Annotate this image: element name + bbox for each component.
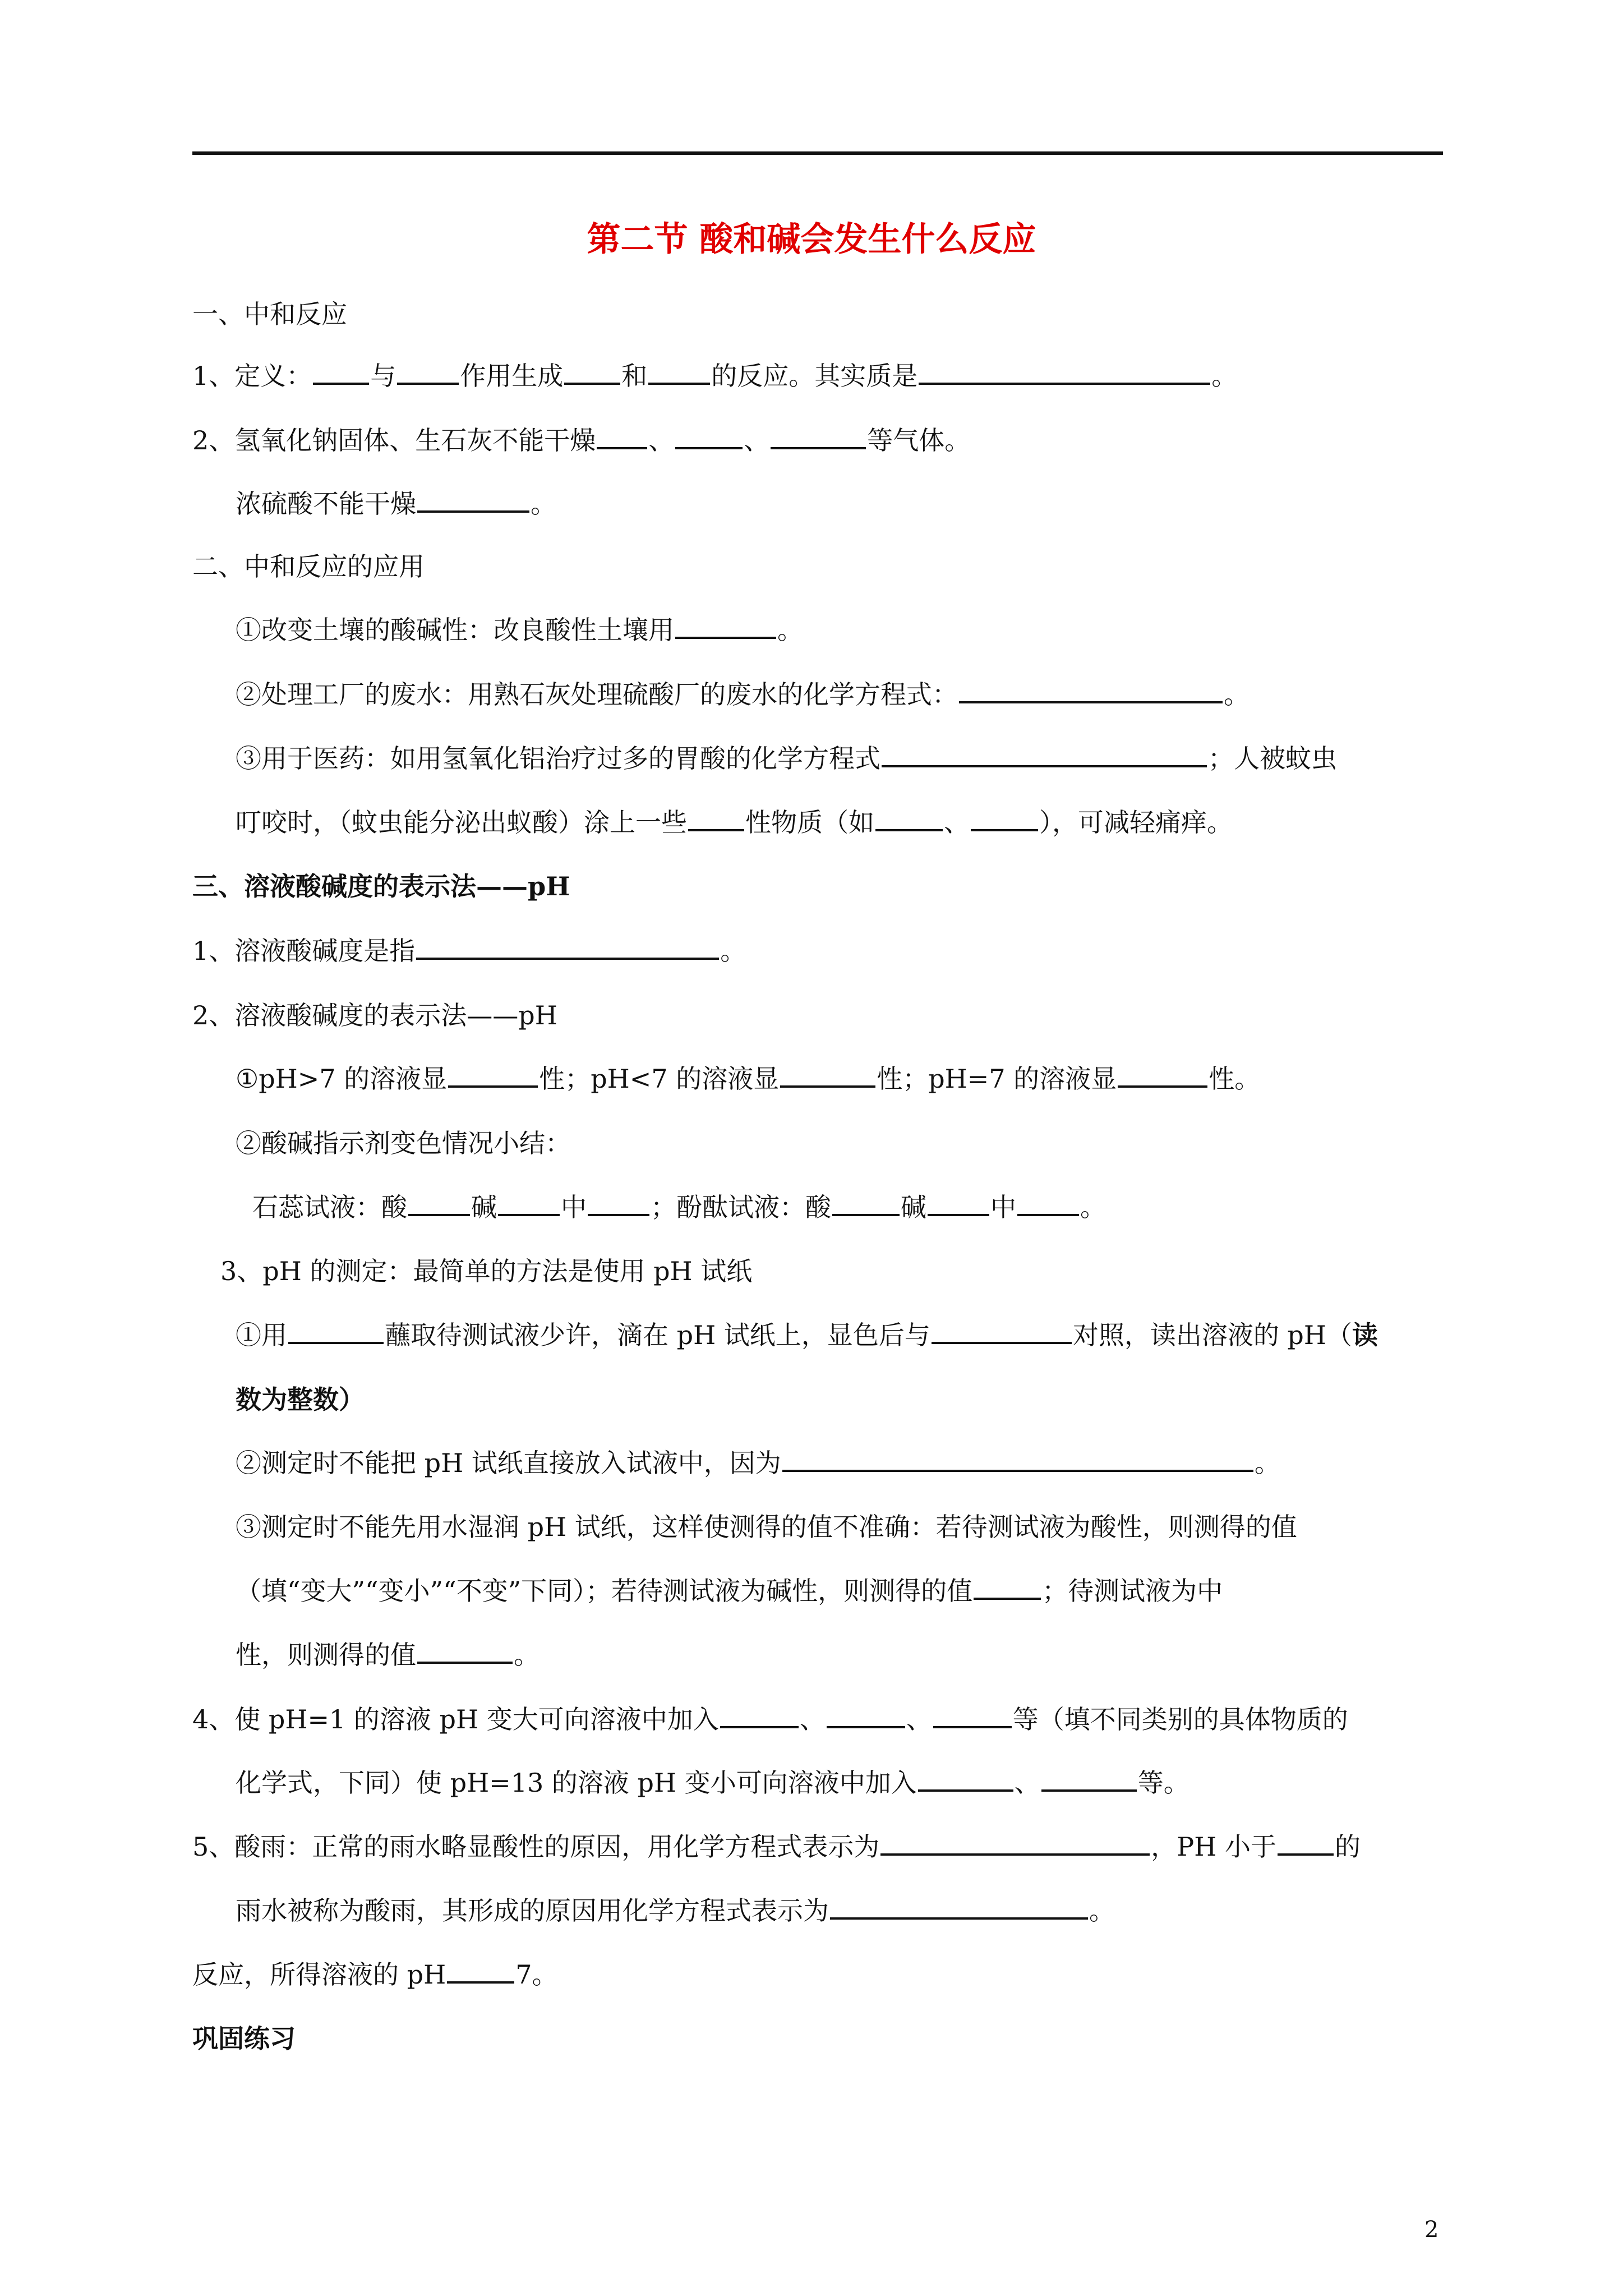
answer-blank[interactable] [918,1766,1013,1792]
question-2-sub: 浓硫酸不能干燥 。 [236,487,556,521]
answer-blank[interactable] [919,359,1210,385]
answer-blank[interactable] [675,424,743,449]
ph-item-2: 2、溶液酸碱度的表示法——pH [192,1000,557,1030]
answer-blank[interactable] [675,613,776,639]
ph-item-2b: ②酸碱指示剂变色情况小结： [236,1128,571,1158]
answer-blank[interactable] [928,1190,989,1216]
ph-item-5: 5、酸雨：正常的雨水略显酸性的原因，用化学方程式表示为 ，PH 小于 的 [192,1830,1361,1864]
answer-blank[interactable] [782,1446,1253,1472]
answer-blank[interactable] [648,359,710,385]
ph-item-1: 1、溶液酸碱度是指 。 [192,934,746,968]
answer-blank[interactable] [597,424,647,449]
answer-blank[interactable] [974,1574,1041,1600]
page-title: 第二节 酸和碱会发生什么反应 [587,220,1036,259]
answer-blank[interactable] [288,1318,384,1344]
indicator-summary: 石蕊试液：酸 碱 中 ；酚酞试液：酸 碱 中 。 [252,1190,1106,1224]
answer-blank[interactable] [771,424,866,449]
section-heading-3: 三、溶液酸碱度的表示法——pH [192,871,570,901]
section-heading-1: 一、中和反应 [192,299,347,329]
application-1: ①改变土壤的酸碱性：改良酸性土壤用 。 [236,613,803,647]
answer-blank[interactable] [1118,1062,1207,1088]
answer-blank[interactable] [688,806,744,831]
answer-blank[interactable] [447,1958,514,1984]
ph-item-3c-cont: （填“变大”“变小”“不变”下同）；若待测试液为碱性，则测得的值 ；待测试液为中 [236,1574,1223,1608]
answer-blank[interactable] [448,1062,538,1088]
answer-blank[interactable] [313,359,369,385]
answer-blank[interactable] [932,1318,1072,1344]
ph-item-2a: ①pH>7 的溶液显 性；pH<7 的溶液显 性；pH=7 的溶液显 性。 [236,1062,1260,1096]
ph-item-5-cont: 雨水被称为酸雨，其形成的原因用化学方程式表示为 。 [236,1894,1115,1927]
ph-item-3: 3、pH 的测定：最简单的方法是使用 pH 试纸 [220,1256,753,1286]
answer-blank[interactable] [880,1830,1150,1856]
ph-item-4: 4、使 pH=1 的溶液 pH 变大可向溶液中加入 、 、 等（填不同类别的具体物质的 [192,1703,1348,1736]
question-2: 2、氢氧化钠固体、生石灰不能干燥 、 、 等气体。 [192,424,970,457]
answer-blank[interactable] [959,678,1223,703]
answer-blank[interactable] [720,1703,799,1728]
answer-blank[interactable] [830,1894,1088,1920]
section-heading-2: 二、中和反应的应用 [192,551,425,582]
ph-item-3c: ③测定时不能先用水湿润 pH 试纸，这样使测得的值不准确：若待测试液为酸性，则测得的值 [236,1512,1297,1542]
answer-blank[interactable] [588,1190,649,1216]
application-2: ②处理工厂的废水：用熟石灰处理硫酸厂的废水的化学方程式： 。 [236,678,1249,711]
page-number: 2 [1424,2217,1439,2243]
application-3-cont: 叮咬时，（蚊虫能分泌出蚁酸）涂上一些 性物质（如 、 ），可减轻痛痒。 [236,806,1233,839]
answer-blank[interactable] [417,1638,513,1664]
ph-item-3a-cont: 数为整数） [236,1384,365,1415]
header-rule [192,151,1443,155]
section-heading-practice: 巩固练习 [192,2023,296,2054]
question-1: 1、定义： 与 作用生成 和 的反应。其实质是 。 [192,359,1237,393]
answer-blank[interactable] [417,487,529,513]
answer-blank[interactable] [416,934,719,960]
answer-blank[interactable] [971,806,1038,831]
answer-blank[interactable] [1041,1766,1137,1792]
answer-blank[interactable] [397,359,459,385]
answer-blank[interactable] [498,1190,560,1216]
ph-item-6: 反应，所得溶液的 pH 7。 [192,1958,557,1991]
answer-blank[interactable] [780,1062,875,1088]
answer-blank[interactable] [882,742,1207,767]
answer-blank[interactable] [832,1190,900,1216]
answer-blank[interactable] [564,359,620,385]
ph-item-3a: ①用 蘸取待测试液少许，滴在 pH 试纸上，显色后与 对照，读出溶液的 pH（读 [236,1318,1378,1352]
answer-blank[interactable] [875,806,943,831]
answer-blank[interactable] [408,1190,470,1216]
answer-blank[interactable] [1278,1830,1334,1856]
ph-item-4-cont: 化学式，下同）使 pH=13 的溶液 pH 变小可向溶液中加入 、 等。 [236,1766,1189,1800]
answer-blank[interactable] [1017,1190,1079,1216]
application-3: ③用于医药：如用氢氧化铝治疗过多的胃酸的化学方程式 ；人被蚊虫 [236,742,1337,775]
ph-item-3c-end: 性，则测得的值 。 [236,1638,540,1672]
answer-blank[interactable] [827,1703,905,1728]
ph-item-3b: ②测定时不能把 pH 试纸直接放入试液中，因为 。 [236,1446,1280,1480]
answer-blank[interactable] [933,1703,1012,1728]
